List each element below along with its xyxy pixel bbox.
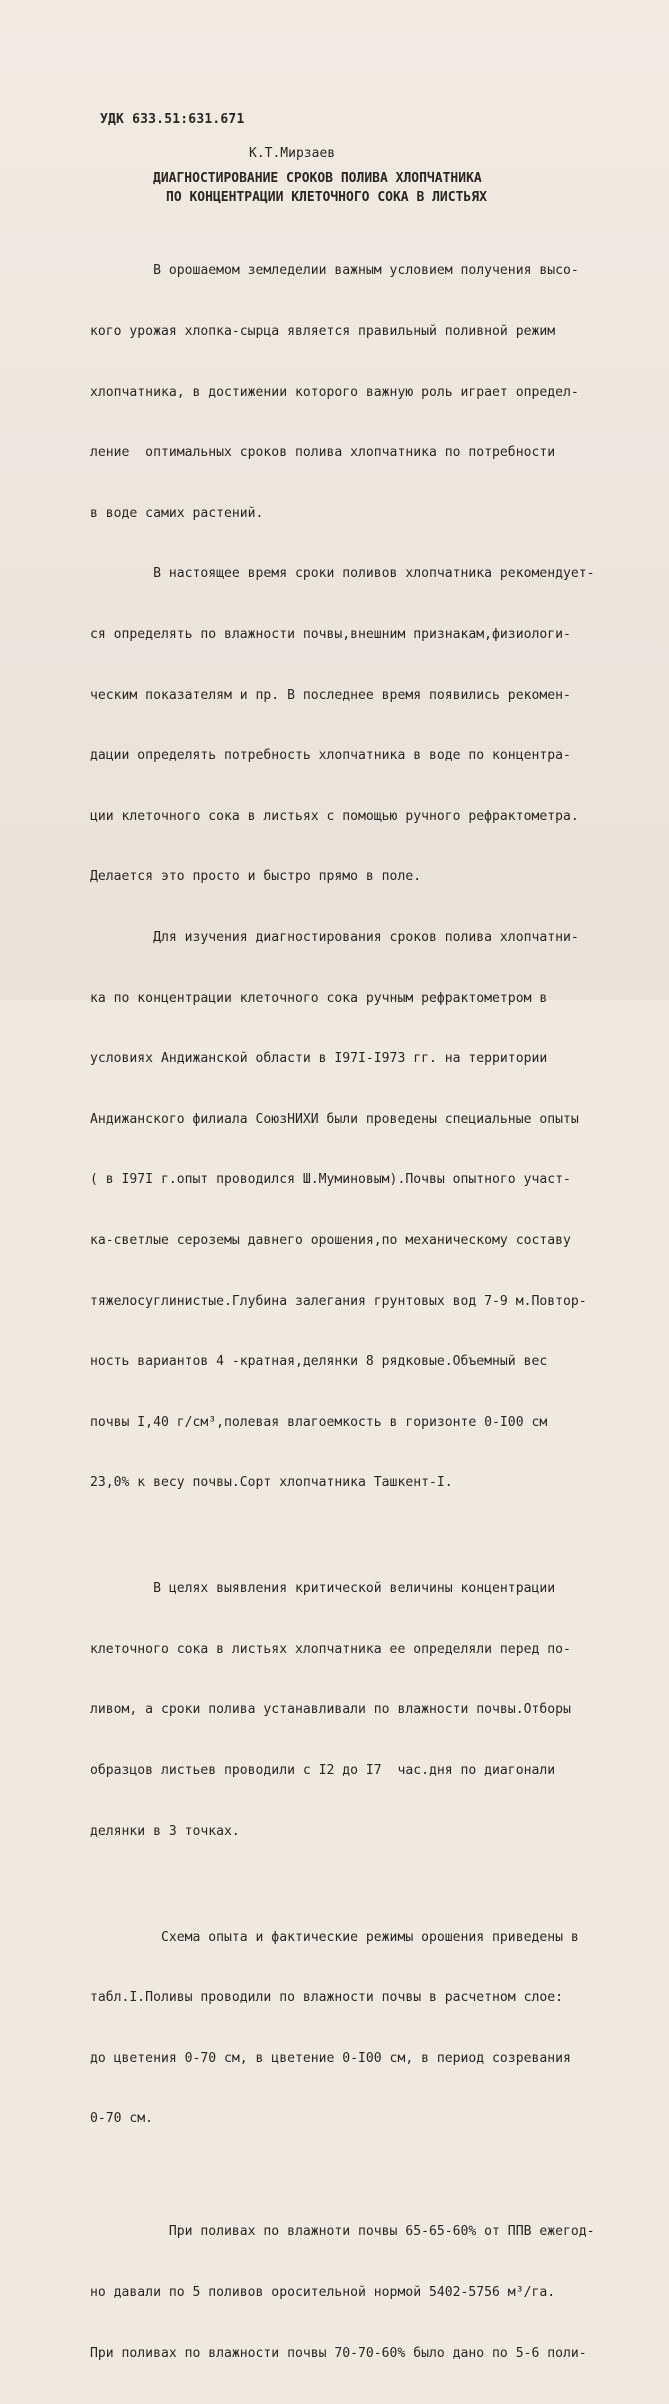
text-line: хлопчатника, в достижении которого важную роль играет определ-	[90, 384, 579, 400]
title-line-2: ПО КОНЦЕНТРАЦИИ КЛЕТОЧНОГО СОКА В ЛИСТЬЯХ	[166, 190, 487, 205]
text-line: ческим показателям и пр. В последнее время появились рекомен-	[90, 687, 571, 703]
text-line: 23,0% к весу почвы.Сорт хлопчатника Ташкент-I.	[90, 1475, 453, 1491]
text-line: ливом, а сроки полива устанавливали по влажности почвы.Отборы	[90, 1702, 571, 1718]
text-line: 0-70 см.	[90, 2111, 154, 2127]
text-line: ление оптимальных сроков полива хлопчатника по потребности	[90, 445, 556, 461]
text-line: ции клеточного сока в листьях с помощью ручного рефрактометра.	[90, 808, 579, 824]
text-line: клеточного сока в листьях хлопчатника ее определяли перед по-	[90, 1641, 571, 1657]
text-line: ка по концентрации клеточного сока ручным рефрактометром в	[90, 990, 548, 1006]
text-line: табл.I.Поливы проводили по влажности почвы в расчетном слое:	[90, 1990, 563, 2006]
body-text	[90, 221, 650, 2404]
text-line: ся определять по влажности почвы,внешним признакам,физиологи-	[90, 626, 571, 642]
text-line: до цветения 0-70 см, в цветение 0-I00 см, в период созревания	[90, 2050, 571, 2066]
text-line: В орошаемом земледелии важным условием получения высо-	[90, 263, 579, 279]
text-line: Делается это просто и быстро прямо в поле.	[90, 869, 422, 885]
text-line: При поливах по влажноти почвы 65-65-60% от ППВ ежегод-	[90, 2224, 595, 2240]
text-line: ка-светлые сероземы давнего орошения,по механическому составу	[90, 1232, 571, 1248]
text-line: в воде самих растений.	[90, 505, 264, 521]
article-title	[150, 169, 487, 207]
text-line: образцов листьев проводили с I2 до I7 час.дня по диагонали	[90, 1763, 556, 1779]
text-line: Андижанского филиала СоюзНИХИ были проведены специальные опыты	[90, 1111, 579, 1127]
text-line: В настоящее время сроки поливов хлопчатника рекомендует-	[90, 566, 595, 582]
udk-code: УДК 633.51:631.671	[100, 112, 245, 127]
text-line: Для изучения диагностирования сроков полива хлопчатни-	[90, 929, 579, 945]
text-line: ( в I97I г.опыт проводился Ш.Муминовым).Почвы опытного участ-	[90, 1172, 571, 1188]
text-line: Схема опыта и фактические режимы орошения приведены в	[90, 1929, 579, 1945]
text-line: кого урожая хлопка-сырца является правильный поливной режим	[90, 324, 556, 339]
text-line: ность вариантов 4 -кратная,делянки 8 рядковые.Объемный вес	[90, 1354, 548, 1370]
text-line: почвы I,40 г/см³,полевая влагоемкость в горизонте 0-I00 см	[90, 1414, 548, 1430]
title-line-1: ДИАГНОСТИРОВАНИЕ СРОКОВ ПОЛИВА ХЛОПЧАТНИКА	[153, 171, 482, 186]
text-line: При поливах по влажности почвы 70-70-60% было дано по 5-6 поли-	[90, 2345, 587, 2361]
text-line: дации определять потребность хлопчатника в воде по концентра-	[90, 748, 571, 764]
text-line: делянки в 3 точках.	[90, 1823, 240, 1839]
text-line: но давали по 5 поливов оросительной нормой 5402-5756 м³/га.	[90, 2285, 556, 2301]
author-name: К.Т.Мирзаев	[249, 146, 336, 161]
text-line: В целях выявления критической величины концентрации	[90, 1581, 556, 1597]
text-line: условиях Андижанской области в I97I-I973 гг. на территории	[90, 1051, 548, 1067]
text-line: тяжелосуглинистые.Глубина залегания грунтовых вод 7-9 м.Повтор-	[90, 1293, 587, 1309]
